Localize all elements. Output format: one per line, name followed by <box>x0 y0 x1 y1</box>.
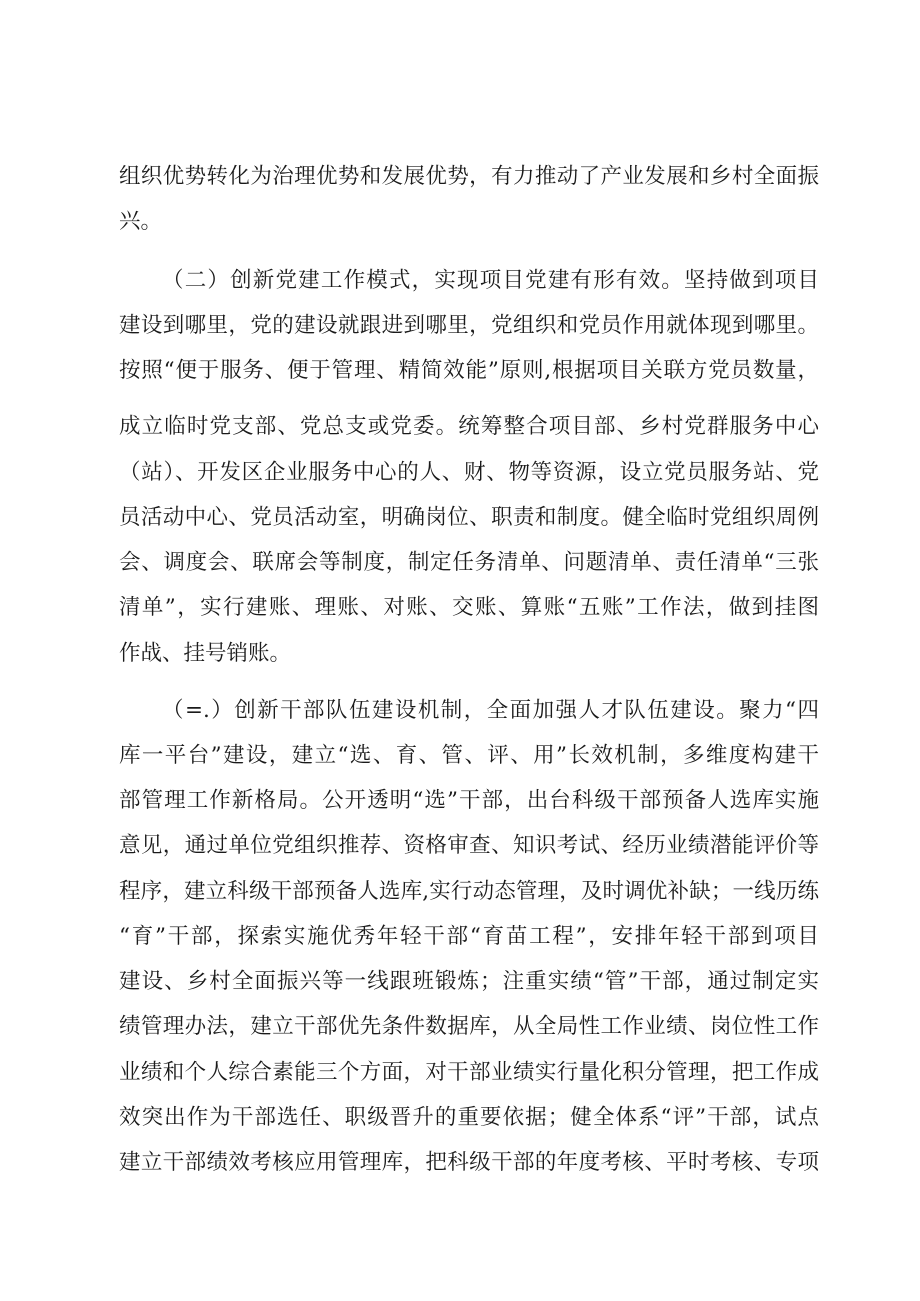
paragraph-line: 建设到哪里，党的建设就跟进到哪里，党组织和党员作用就体现到哪里。 <box>119 313 819 338</box>
paragraph-line: 兴。 <box>119 209 163 234</box>
paragraph-line: 程序，建立科级干部预备人选库,实行动态管理，及时调优补缺；一线历练 <box>119 879 819 904</box>
paragraph-line: 员活动中心、党员活动室，明确岗位、职责和制度。健全临时党组织周例 <box>119 505 819 530</box>
paragraph-line: 意见，通过单位党组织推荐、资格审查、知识考试、经历业绩潜能评价等 <box>119 833 819 858</box>
paragraph-line: 成立临时党支部、党总支或党委。统筹整合项目部、乡村党群服务中心 <box>119 414 819 439</box>
paragraph-line: 建设、乡村全面振兴等一线跟班锻炼；注重实绩“管”干部，通过制定实 <box>119 969 819 994</box>
paragraph-line: 效突出作为干部选任、职级晋升的重要依据；健全体系“评”干部，试点 <box>119 1105 819 1130</box>
paragraph-line: 作战、挂号销账。 <box>119 641 292 666</box>
paragraph-line: （=.）创新干部队伍建设机制，全面加强人才队伍建设。聚力“四 <box>162 698 819 723</box>
paragraph-line: 清单”，实行建账、理账、对账、交账、算账“五账”工作法，做到挂图 <box>119 595 819 620</box>
paragraph-line: 部管理工作新格局。公开透明“选”干部，出台科级干部预备人选库实施 <box>119 788 819 813</box>
paragraph-line: 建立干部绩效考核应用管理库，把科级干部的年度考核、平时考核、专项 <box>119 1150 819 1175</box>
paragraph-line: “育”干部，探索实施优秀年轻干部“育苗工程”，安排年轻干部到项目 <box>119 924 819 949</box>
paragraph-line: 会、调度会、联席会等制度，制定任务清单、问题清单、责任清单“三张 <box>119 550 819 575</box>
paragraph-line: （二）创新党建工作模式，实现项目党建有形有效。坚持做到项目 <box>162 268 819 293</box>
paragraph-line: 业绩和个人综合素能三个方面，对干部业绩实行量化积分管理，把工作成 <box>119 1060 819 1085</box>
paragraph-line: 按照“便于服务、便于管理、精简效能”原则,根据项目关联方党员数量， <box>119 358 819 383</box>
paragraph-line: 库一平台”建设，建立“选、育、管、评、用”长效机制，多维度构建干 <box>119 743 819 768</box>
paragraph-line: （站）、开发区企业服务中心的人、财、物等资源，设立党员服务站、党 <box>119 460 819 485</box>
paragraph-line: 组织优势转化为治理优势和发展优势，有力推动了产业发展和乡村全面振 <box>119 164 819 189</box>
paragraph-line: 绩管理办法，建立干部优先条件数据库，从全局性工作业绩、岗位性工作 <box>119 1014 819 1039</box>
